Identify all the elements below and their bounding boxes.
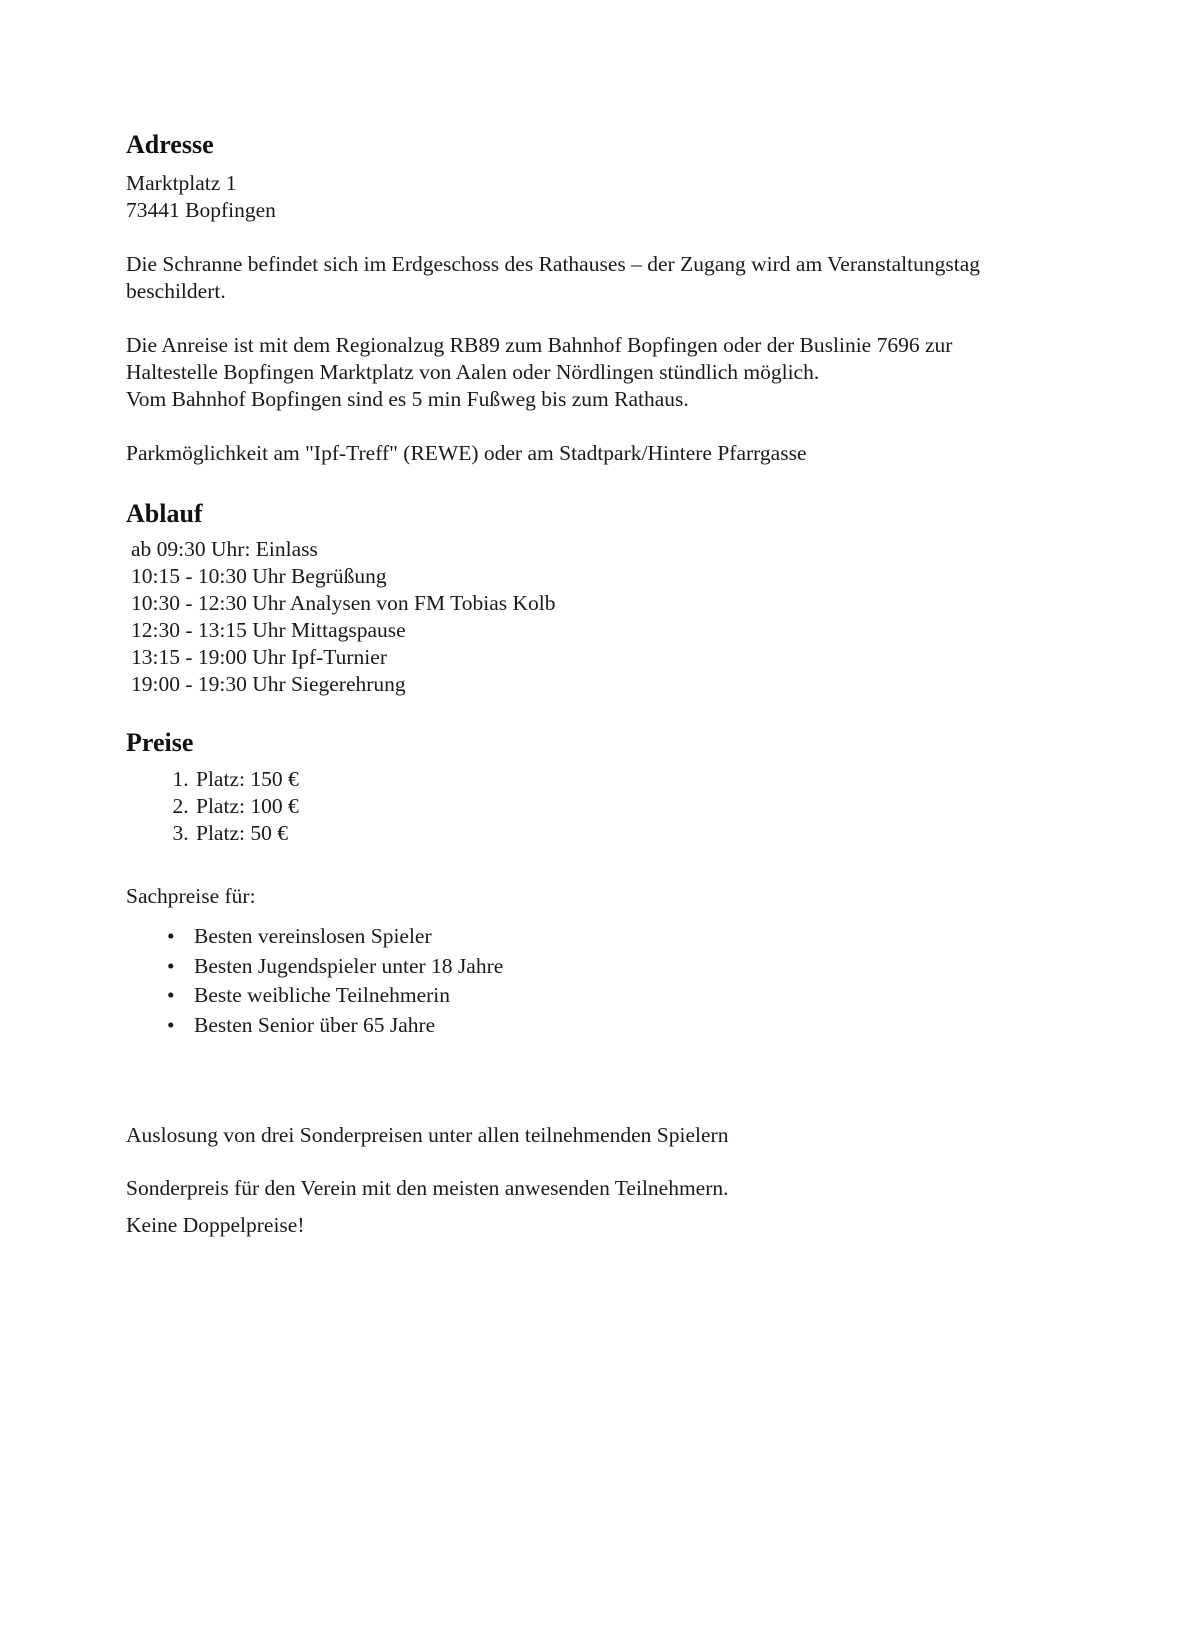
schedule-item: 13:15 - 19:00 Uhr Ipf-Turnier	[131, 645, 387, 669]
prizes-heading: Preise	[126, 728, 194, 757]
material-prizes-intro: Sachpreise für:	[126, 884, 256, 908]
no-double-prizes-note: Keine Doppelpreise!	[126, 1213, 305, 1237]
schedule-item: 12:30 - 13:15 Uhr Mittagspause	[131, 618, 406, 642]
schedule-item: 19:00 - 19:30 Uhr Siegerehrung	[131, 672, 406, 696]
material-prize-item: • Besten vereinslosen Spieler	[194, 922, 1086, 952]
schedule-item: ab 09:30 Uhr: Einlass	[131, 537, 318, 561]
schedule-item: 10:30 - 12:30 Uhr Analysen von FM Tobias Kolb	[131, 591, 556, 615]
material-prize-item: • Besten Senior über 65 Jahre	[194, 1011, 1086, 1041]
material-prize-item: • Beste weibliche Teilnehmerin	[194, 981, 1086, 1011]
place-prizes-list	[126, 766, 1086, 847]
parking-info: Parkmöglichkeit am "Ipf-Treff" (REWE) oder am Stadtpark/Hintere Pfarrgasse	[126, 441, 807, 465]
material-prizes-list	[126, 922, 1086, 1040]
travel-line-2: Haltestelle Bopfingen Marktplatz von Aalen oder Nördlingen stündlich möglich.	[126, 360, 820, 384]
document-page	[126, 128, 1086, 1239]
location-note-line-1: Die Schranne befindet sich im Erdgeschoss des Rathauses – der Zugang wird am Veranstaltungstag	[126, 252, 981, 276]
raffle-note: Auslosung von drei Sonderpreisen unter allen teilnehmenden Spielern	[126, 1123, 729, 1147]
schedule-item: 10:15 - 10:30 Uhr Begrüßung	[131, 564, 387, 588]
location-note-line-2: beschildert.	[126, 279, 226, 303]
address-heading: Adresse	[126, 130, 214, 159]
club-prize-note: Sonderpreis für den Verein mit den meisten anwesenden Teilnehmern.	[126, 1176, 729, 1200]
place-prize-item: 3. Platz: 50 €	[194, 820, 1086, 847]
place-prize-item: 2. Platz: 100 €	[194, 793, 1086, 820]
travel-line-1: Die Anreise ist mit dem Regionalzug RB89 zum Bahnhof Bopfingen oder der Buslinie 7696 zur	[126, 333, 953, 357]
material-prize-item: • Besten Jugendspieler unter 18 Jahre	[194, 952, 1086, 982]
address-street: Marktplatz 1	[126, 171, 237, 195]
schedule-heading: Ablauf	[126, 499, 203, 528]
schedule-list	[126, 536, 1086, 698]
travel-line-3: Vom Bahnhof Bopfingen sind es 5 min Fußweg bis zum Rathaus.	[126, 387, 689, 411]
place-prize-item: 1. Platz: 150 €	[194, 766, 1086, 793]
address-city: 73441 Bopfingen	[126, 198, 276, 222]
